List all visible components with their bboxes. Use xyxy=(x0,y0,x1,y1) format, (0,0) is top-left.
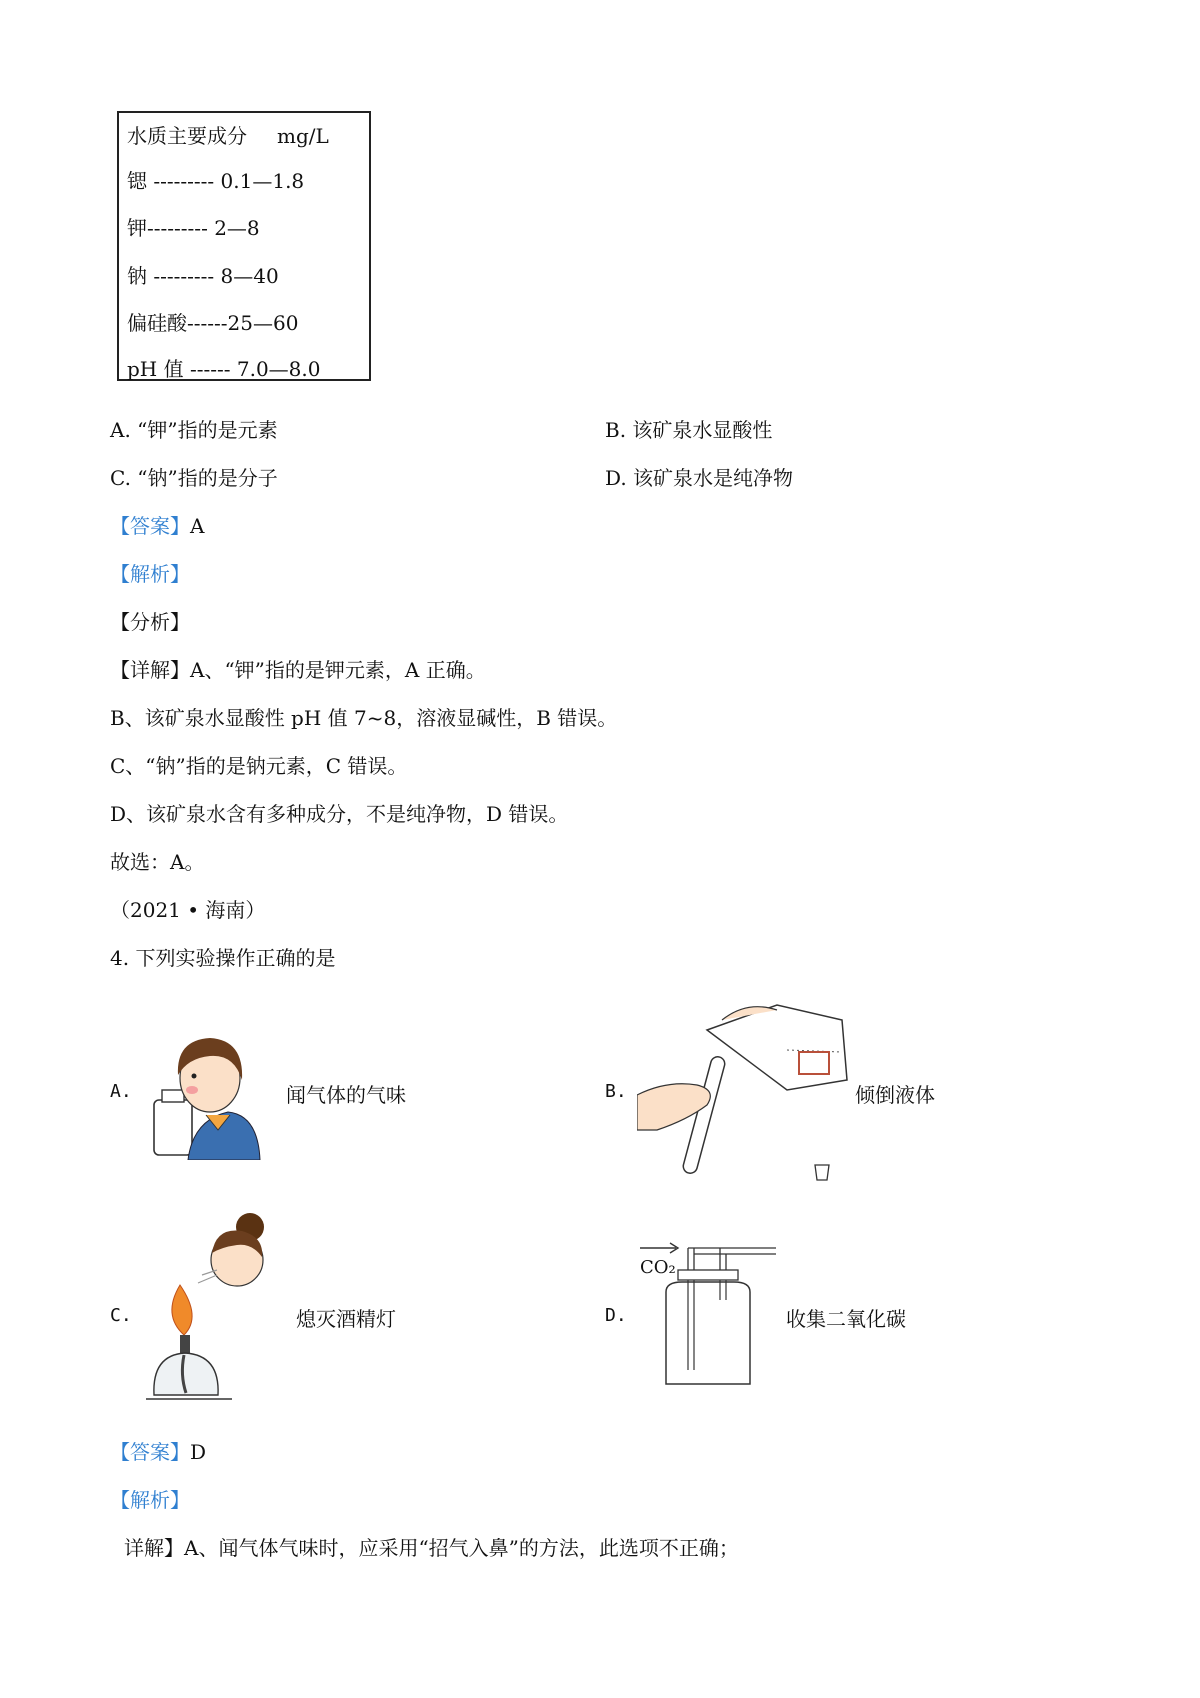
q3-detail-line-4: D、该矿泉水含有多种成分，不是纯净物，D 错误。 xyxy=(110,802,569,826)
co2-label: CO₂ xyxy=(640,1257,676,1278)
q3-option-d: D. 该矿泉水是纯净物 xyxy=(605,466,794,490)
q4-option-b-text: 倾倒液体 xyxy=(855,1083,935,1107)
q3-analysis-tag: 【解析】 xyxy=(110,562,190,586)
q3-detail-line-2: B、该矿泉水显酸性 pH 值 7~8，溶液显碱性，B 错误。 xyxy=(110,706,618,730)
table-header: 水质主要成分 mg/L xyxy=(127,124,329,148)
q4-stem: 4. 下列实验操作正确的是 xyxy=(110,946,336,970)
q4-analysis-tag: 【解析】 xyxy=(110,1488,190,1512)
table-row: 偏硅酸------25—60 xyxy=(127,311,299,335)
smell-gas-figure xyxy=(148,1020,268,1160)
table-row: 钠 --------- 8—40 xyxy=(127,264,279,288)
q4-option-a-text: 闻气体的气味 xyxy=(286,1083,406,1107)
table-unit: mg/L xyxy=(277,124,329,148)
water-composition-table xyxy=(117,111,371,381)
pour-liquid-figure xyxy=(637,990,857,1190)
q3-detail-line-3: C、“钠”指的是钠元素，C 错误。 xyxy=(110,754,408,778)
q4-option-d-label: D. xyxy=(605,1305,627,1326)
answer-tag: 【答案】 xyxy=(110,514,190,538)
q3-option-b: B. 该矿泉水显酸性 xyxy=(605,418,773,442)
table-row: 钾--------- 2—8 xyxy=(127,216,260,240)
q3-detail-line-1: 【详解】A、“钾”指的是钾元素，A 正确。 xyxy=(110,658,486,682)
q4-option-d-text: 收集二氧化碳 xyxy=(786,1307,906,1331)
q4-option-c-label: C. xyxy=(110,1305,132,1326)
question-source: （2021 • 海南） xyxy=(110,898,266,922)
q4-option-c-text: 熄灭酒精灯 xyxy=(296,1307,396,1331)
q4-detail-line: 详解】A、闻气体气味时，应采用“招气入鼻”的方法，此选项不正确； xyxy=(124,1536,739,1560)
answer-value: A xyxy=(190,514,205,538)
alcohol-lamp-figure xyxy=(142,1205,282,1415)
q3-option-c: C. “钠”指的是分子 xyxy=(110,466,278,490)
table-row: 锶 --------- 0.1—1.8 xyxy=(127,169,305,193)
q3-conclusion: 故选：A。 xyxy=(110,850,205,874)
table-row: pH 值 ------ 7.0—8.0 xyxy=(127,357,321,381)
answer-value: D xyxy=(190,1440,207,1464)
q3-answer xyxy=(110,512,204,540)
q4-option-a-label: A. xyxy=(110,1081,132,1102)
q3-option-a: A. “钾”指的是元素 xyxy=(110,418,278,442)
q4-answer xyxy=(110,1438,206,1466)
answer-tag: 【答案】 xyxy=(110,1440,190,1464)
q4-option-b-label: B. xyxy=(605,1081,627,1102)
q3-fenxi-tag: 【分析】 xyxy=(110,610,190,634)
